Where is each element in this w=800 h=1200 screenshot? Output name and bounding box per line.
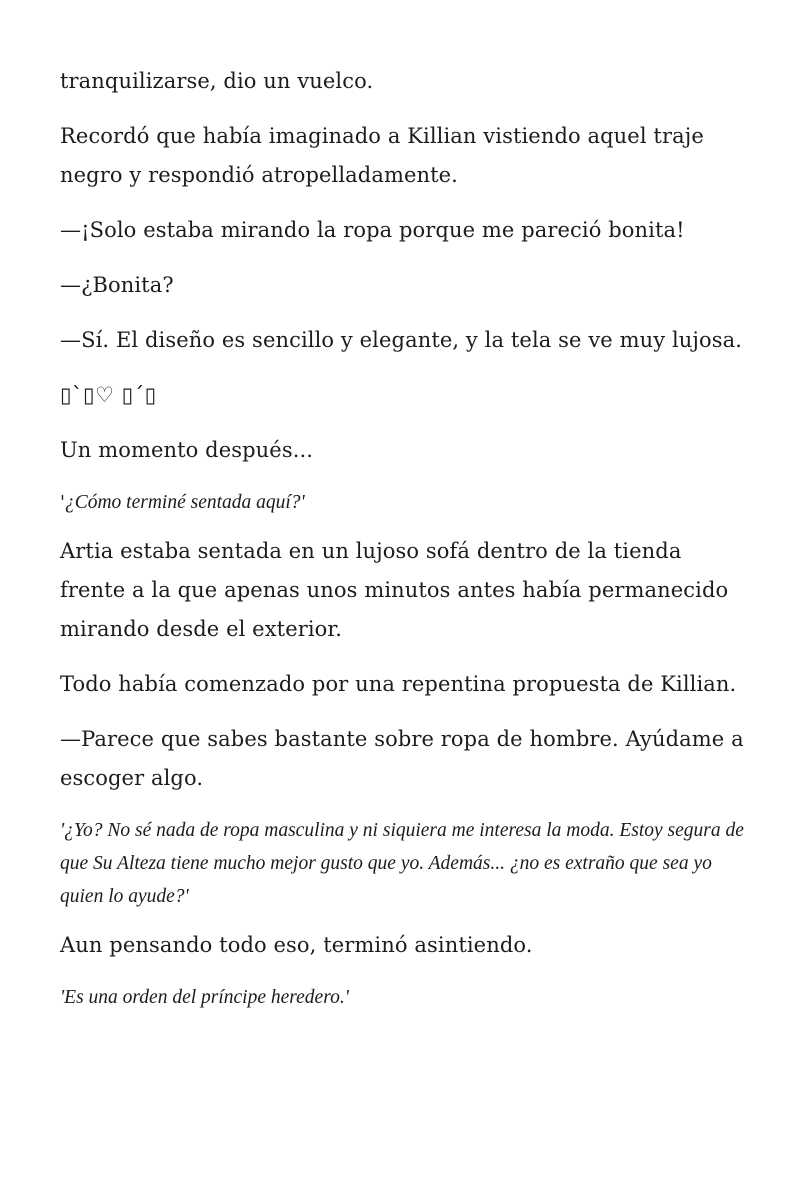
paragraph-1: tranquilizarse, dio un vuelco. [60, 69, 374, 93]
thought-line-2: '¿Yo? No sé nada de ropa masculina y ni siquiera me interesa la moda. Estoy segura de que Su Alteza tiene mucho mejor gusto que yo. Además... ¿no es extraño que sea yo quien lo ayude?' [60, 820, 744, 907]
dialogue-line-2: —¿Bonita? [60, 273, 174, 297]
thought-open-quote: ' [60, 492, 65, 513]
dialogue-line-3: —Sí. El diseño es sencillo y elegante, y la tela se ve muy lujosa. [60, 328, 743, 352]
paragraph-3: Un momento después... [60, 438, 314, 462]
reading-page [60, 62, 750, 1027]
dialogue-line-1: —¡Solo estaba mirando la ropa porque me pareció bonita! [60, 218, 685, 242]
paragraph-4: Artia estaba sentada en un lujoso sofá dentro de la tienda frente a la que apenas unos minutos antes había permanecido mirando desde el exterior. [60, 539, 729, 641]
dialogue-line-4: —Parece que sabes bastante sobre ropa de hombre. Ayúdame a escoger algo. [60, 727, 744, 790]
paragraph-2: Recordó que había imaginado a Killian vistiendo aquel traje negro y respondió atropelladamente. [60, 124, 704, 187]
paragraph-6: Aun pensando todo eso, terminó asintiendo. [60, 933, 533, 957]
emoticon-line: ▯`▯♡ ▯´▯ [60, 383, 157, 407]
thought-line-3: 'Es una orden del príncipe heredero.' [60, 987, 349, 1008]
paragraph-5: Todo había comenzado por una repentina propuesta de Killian. [60, 672, 737, 696]
thought-text-1: ¿Cómo terminé sentada aquí?' [64, 492, 305, 513]
thought-line-1 [60, 486, 750, 519]
